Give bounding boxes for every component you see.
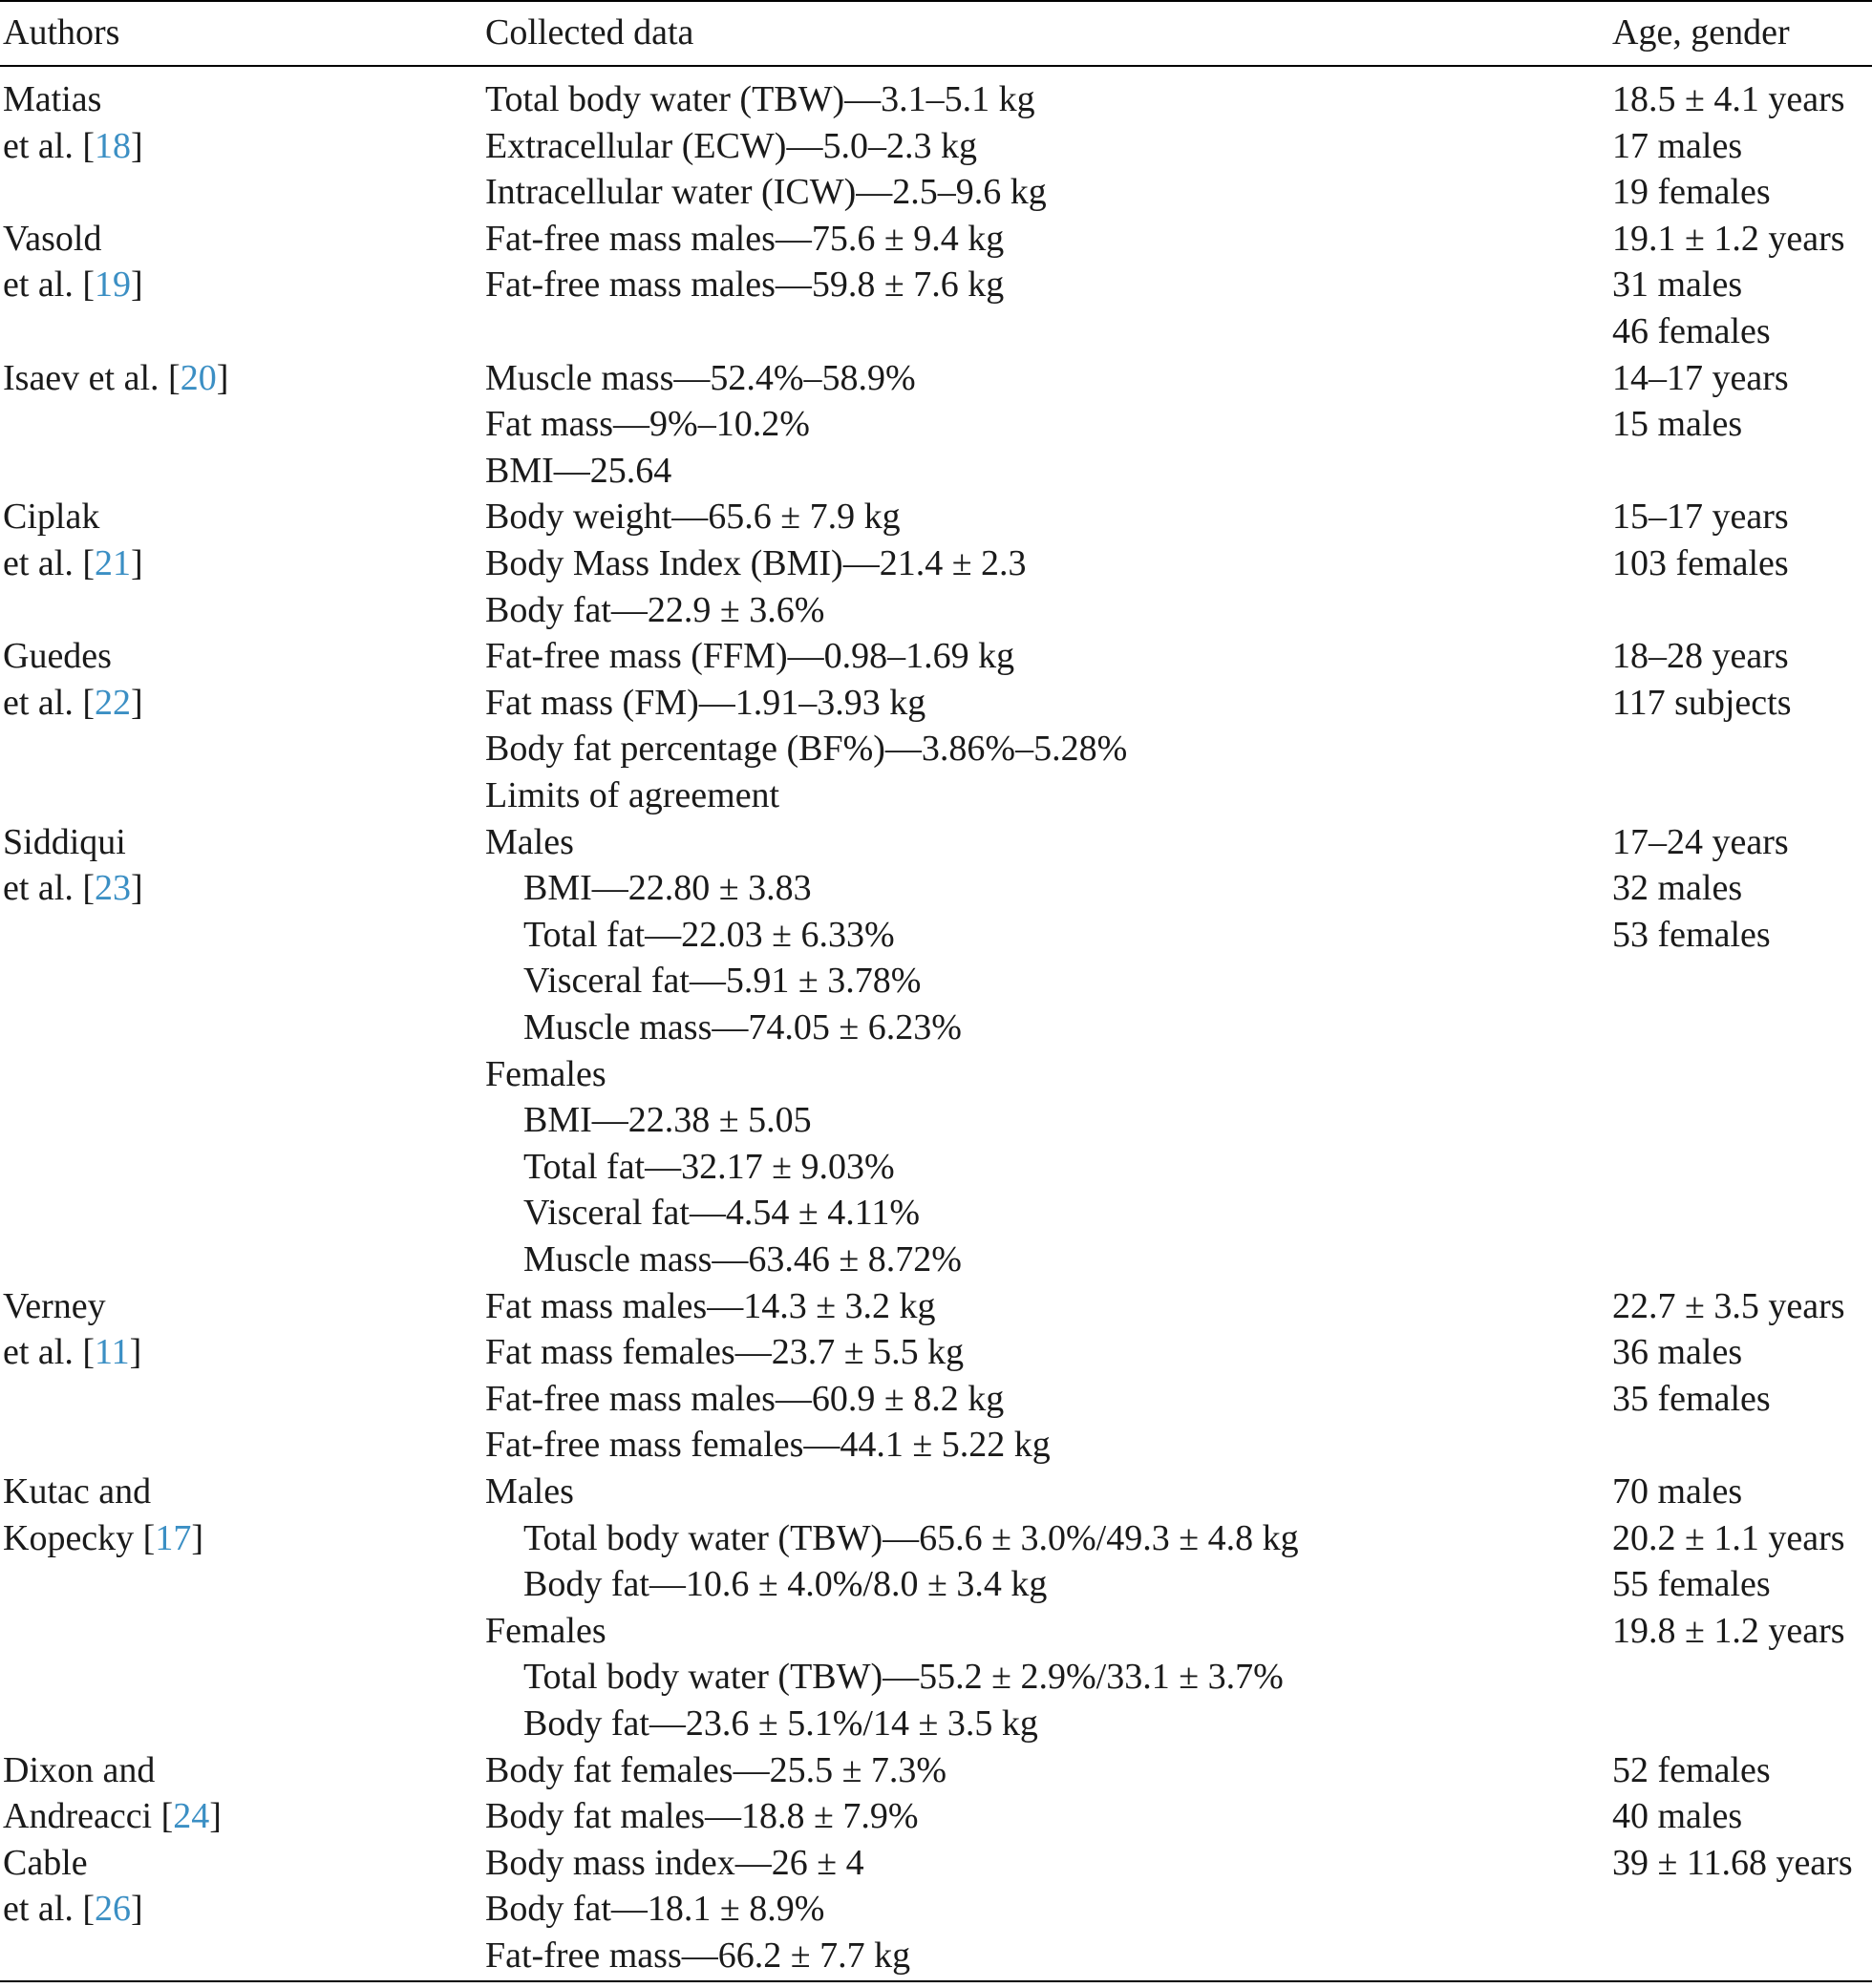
data-line: Visceral fat—4.54 ± 4.11% (523, 1193, 920, 1234)
reference-link[interactable]: 22 (95, 682, 132, 723)
data-line: Fat mass males—14.3 ± 3.2 kg (485, 1285, 936, 1326)
age-line: 14–17 years (1612, 357, 1789, 398)
reference-bracket: ] (131, 1889, 143, 1930)
data-line: Body fat—18.1 ± 8.9% (485, 1889, 825, 1930)
age-line: 103 females (1612, 542, 1789, 583)
reference-link[interactable]: 24 (173, 1796, 210, 1837)
data-line: Muscle mass—74.05 ± 6.23% (523, 1006, 962, 1047)
author-cell (3, 355, 228, 402)
author-text: Matias (3, 79, 102, 119)
author-text: Verney (3, 1285, 106, 1326)
data-line: Fat-free mass males—75.6 ± 9.4 kg (485, 218, 1005, 259)
data-line: Body weight—65.6 ± 7.9 kg (485, 497, 901, 538)
author-line (3, 262, 143, 308)
data-line: Body fat—23.6 ± 5.1%/14 ± 3.5 kg (523, 1702, 1038, 1744)
collected-data-cell (485, 819, 962, 1283)
data-line: Total fat—22.03 ± 6.33% (523, 914, 895, 955)
age-line: 36 males (1612, 1332, 1743, 1373)
reference-bracket: ] (131, 682, 143, 723)
author-line (3, 1840, 143, 1887)
age-line: 18.5 ± 4.1 years (1612, 79, 1845, 119)
data-line: BMI—25.64 (485, 450, 672, 491)
author-text: et al. [ (3, 264, 96, 306)
author-line (3, 680, 143, 727)
age-gender-cell (1612, 633, 1792, 726)
age-line: 35 females (1612, 1378, 1771, 1419)
data-line: Males (485, 821, 574, 862)
author-text: et al. [ (3, 125, 96, 166)
age-gender-cell (1612, 76, 1845, 216)
age-line: 31 males (1612, 264, 1743, 306)
author-line (3, 494, 143, 540)
data-line: Body Mass Index (BMI)—21.4 ± 2.3 (485, 542, 1027, 583)
collected-data-cell (485, 494, 1027, 633)
header-age-gender: Age, gender (1612, 12, 1790, 53)
author-text: et al. [ (3, 1889, 96, 1930)
data-line: BMI—22.80 ± 3.83 (523, 868, 812, 909)
reference-link[interactable]: 26 (95, 1889, 132, 1930)
author-cell (3, 1747, 222, 1840)
author-text: Isaev et al. [ (3, 357, 181, 398)
collected-data-cell (485, 1747, 947, 1840)
data-line: Muscle mass—52.4%–58.9% (485, 357, 916, 398)
author-text: et al. [ (3, 868, 96, 909)
reference-bracket: ] (209, 1796, 222, 1837)
table-top-rule (0, 0, 1872, 2)
age-line: 19 females (1612, 172, 1771, 213)
author-line (3, 819, 143, 866)
author-text: Kopecky [ (3, 1517, 156, 1558)
author-cell (3, 633, 143, 726)
age-line: 20.2 ± 1.1 years (1612, 1517, 1845, 1558)
reference-link[interactable]: 19 (95, 264, 132, 306)
author-line (3, 1469, 203, 1515)
reference-link[interactable]: 23 (95, 868, 132, 909)
data-line: Muscle mass—63.46 ± 8.72% (523, 1238, 962, 1280)
author-text: Siddiqui (3, 821, 126, 862)
age-line: 39 ± 11.68 years (1612, 1842, 1853, 1883)
reference-bracket: ] (216, 357, 229, 398)
collected-data-cell (485, 1283, 1051, 1469)
data-line: Total fat—32.17 ± 9.03% (523, 1146, 895, 1187)
age-gender-cell (1612, 1469, 1845, 1654)
reference-bracket: ] (191, 1517, 203, 1558)
age-gender-cell (1612, 1840, 1853, 1887)
age-line: 22.7 ± 3.5 years (1612, 1285, 1845, 1326)
data-line: Body fat percentage (BF%)—3.86%–5.28% (485, 729, 1128, 770)
data-line: Fat-free mass females—44.1 ± 5.22 kg (485, 1425, 1051, 1466)
reference-link[interactable]: 17 (155, 1517, 192, 1558)
data-line: Visceral fat—5.91 ± 3.78% (523, 961, 922, 1002)
author-line (3, 1329, 141, 1376)
data-line: Body mass index—26 ± 4 (485, 1842, 864, 1883)
reference-bracket: ] (131, 264, 143, 306)
reference-link[interactable]: 18 (95, 125, 132, 166)
author-text: Dixon and (3, 1749, 156, 1790)
age-gender-cell (1612, 1283, 1845, 1423)
author-line (3, 355, 228, 402)
data-line: Total body water (TBW)—55.2 ± 2.9%/33.1 ± 3.7% (523, 1657, 1284, 1698)
age-line: 52 females (1612, 1749, 1771, 1790)
collected-data-cell (485, 1840, 910, 1979)
age-line: 46 females (1612, 310, 1771, 351)
age-line: 17–24 years (1612, 821, 1789, 862)
age-gender-cell (1612, 1747, 1771, 1840)
author-cell (3, 1283, 141, 1376)
reference-link[interactable]: 21 (95, 542, 132, 583)
author-line (3, 540, 143, 587)
author-text: Cable (3, 1842, 88, 1883)
age-line: 40 males (1612, 1796, 1743, 1837)
age-line: 117 subjects (1612, 682, 1792, 723)
data-line: Body fat males—18.8 ± 7.9% (485, 1796, 919, 1837)
age-line: 19.8 ± 1.2 years (1612, 1610, 1845, 1651)
collected-data-cell (485, 633, 1127, 818)
data-line: Fat-free mass males—59.8 ± 7.6 kg (485, 264, 1005, 306)
header-collected-data: Collected data (485, 12, 694, 53)
collected-data-cell (485, 216, 1004, 308)
reference-bracket: ] (129, 1332, 142, 1373)
author-line (3, 633, 143, 680)
data-line: Females (485, 1053, 606, 1094)
data-line: Fat-free mass males—60.9 ± 8.2 kg (485, 1378, 1005, 1419)
author-line (3, 123, 143, 170)
age-line: 53 females (1612, 914, 1771, 955)
author-text: Vasold (3, 218, 102, 259)
author-text: Andreacci [ (3, 1796, 174, 1837)
age-gender-cell (1612, 494, 1789, 586)
collected-data-cell (485, 76, 1047, 216)
data-line: Males (485, 1471, 574, 1512)
author-line (3, 1283, 141, 1330)
data-line: Body fat—22.9 ± 3.6% (485, 589, 825, 630)
age-line: 55 females (1612, 1564, 1771, 1605)
collected-data-cell (485, 1469, 1299, 1747)
data-line: BMI—22.38 ± 5.05 (523, 1100, 812, 1141)
data-line: Fat mass females—23.7 ± 5.5 kg (485, 1332, 965, 1373)
age-line: 32 males (1612, 868, 1743, 909)
table-header-rule (0, 65, 1872, 67)
author-line (3, 1886, 143, 1933)
header-authors: Authors (3, 12, 120, 53)
age-line: 18–28 years (1612, 636, 1789, 677)
author-line (3, 1747, 222, 1794)
reference-bracket: ] (131, 542, 143, 583)
author-cell (3, 1840, 143, 1933)
author-cell (3, 216, 143, 308)
data-line: Total body water (TBW)—3.1–5.1 kg (485, 79, 1035, 119)
age-line: 19.1 ± 1.2 years (1612, 218, 1845, 259)
author-line (3, 865, 143, 912)
age-line: 15–17 years (1612, 497, 1789, 538)
collected-data-cell (485, 355, 916, 495)
table-bottom-rule (0, 1980, 1872, 1982)
data-line: Limits of agreement (485, 774, 780, 815)
reference-link[interactable]: 11 (95, 1332, 130, 1373)
age-line: 70 males (1612, 1471, 1743, 1512)
data-line: Extracellular (ECW)—5.0–2.3 kg (485, 125, 977, 166)
age-gender-cell (1612, 355, 1789, 448)
reference-link[interactable]: 20 (180, 357, 217, 398)
author-cell (3, 1469, 203, 1561)
author-text: Ciplak (3, 497, 100, 538)
data-line: Fat-free mass (FFM)—0.98–1.69 kg (485, 636, 1015, 677)
data-line: Body fat—10.6 ± 4.0%/8.0 ± 3.4 kg (523, 1564, 1048, 1605)
data-line: Intracellular water (ICW)—2.5–9.6 kg (485, 172, 1047, 213)
age-line: 15 males (1612, 404, 1743, 445)
data-line: Fat mass (FM)—1.91–3.93 kg (485, 682, 926, 723)
age-gender-cell (1612, 216, 1845, 355)
author-line (3, 76, 143, 123)
data-line: Fat-free mass—66.2 ± 7.7 kg (485, 1935, 911, 1976)
data-line: Females (485, 1610, 606, 1651)
author-line (3, 1793, 222, 1840)
author-text: et al. [ (3, 542, 96, 583)
data-line: Body fat females—25.5 ± 7.3% (485, 1749, 947, 1790)
author-text: Guedes (3, 636, 112, 677)
author-cell (3, 76, 143, 169)
author-text: et al. [ (3, 1332, 96, 1373)
author-cell (3, 494, 143, 586)
data-line: Fat mass—9%–10.2% (485, 404, 810, 445)
data-line: Total body water (TBW)—65.6 ± 3.0%/49.3 ± 4.8 kg (523, 1517, 1299, 1558)
author-text: et al. [ (3, 682, 96, 723)
author-line (3, 1515, 203, 1562)
age-gender-cell (1612, 819, 1789, 959)
author-text: Kutac and (3, 1471, 152, 1512)
reference-bracket: ] (131, 868, 143, 909)
author-line (3, 216, 143, 263)
author-cell (3, 819, 143, 912)
reference-bracket: ] (131, 125, 143, 166)
age-line: 17 males (1612, 125, 1743, 166)
